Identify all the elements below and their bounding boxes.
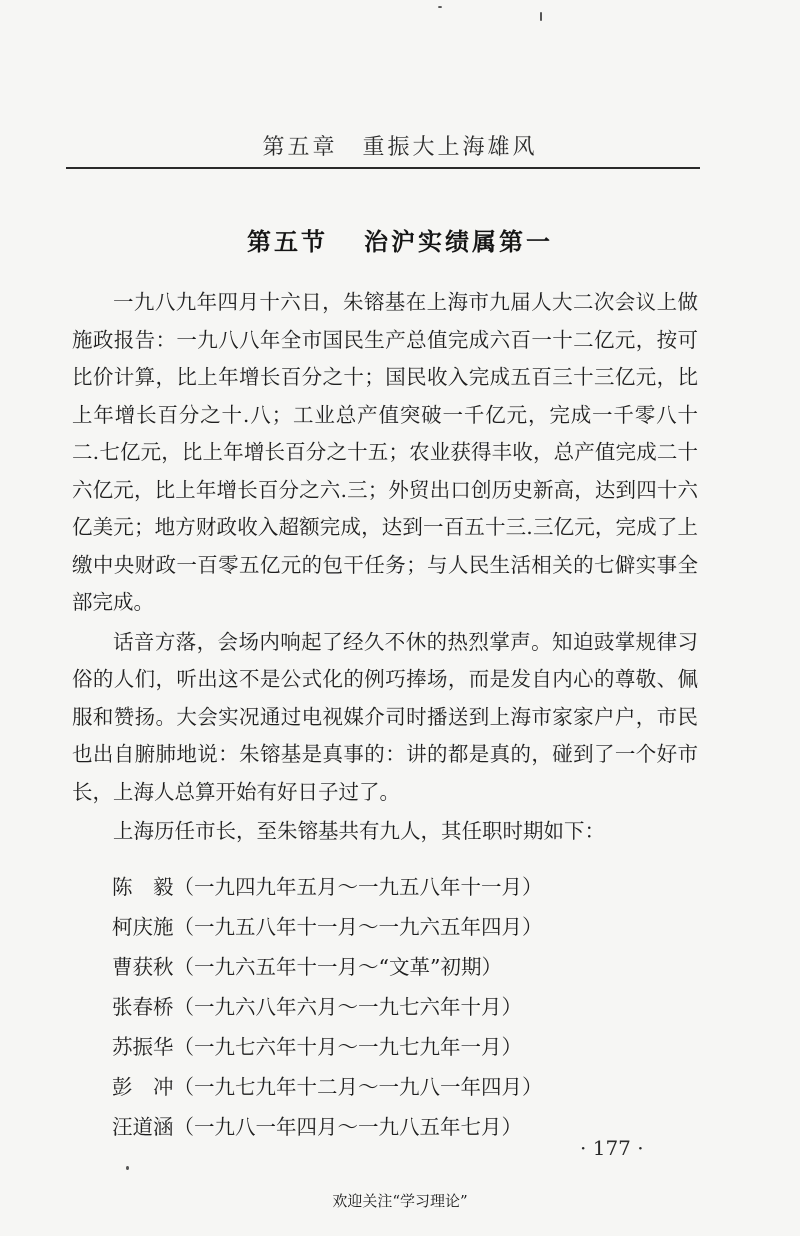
- mayor-term: （一九六八年六月～一九七六年十月）: [173, 995, 522, 1019]
- mayor-term: （一九七六年十月～一九七九年一月）: [173, 1035, 522, 1059]
- section-heading: 治沪实绩属第一: [364, 228, 553, 256]
- scan-speck: [438, 6, 442, 8]
- mayor-name: 苏振华: [112, 1035, 174, 1059]
- body-text: [72, 284, 698, 851]
- mayor-row: [112, 907, 543, 947]
- section-label: 第五节: [247, 228, 328, 256]
- paragraph: 话音方落，会场内响起了经久不休的热烈掌声。知迫豉掌规律习俗的人们，听出这不是公式化的例巧捧场，而是发自内心的尊敬、佩服和赞扬。大会实况通过电视媒介司时播送到上海市家家户户，市民也出自腑肺地说：朱镕基是真事的：讲的都是真的，碰到了一个好市长，上海人总算开始有好日子过了。: [72, 629, 698, 804]
- mayor-term: （一九四九年五月～一九五八年十一月）: [173, 875, 543, 899]
- mayor-row: [112, 947, 543, 987]
- mayor-row: [112, 1027, 543, 1067]
- mayor-name: 柯庆施: [112, 915, 174, 939]
- paragraph: 一九八九年四月十六日，朱镕基在上海市九届人大二次会议上做施政报告：一九八八年全市国民生产总值完成六百一十二亿元，按可比价计算，比上年增长百分之十；国民收入完成五百三十三亿元，比上年增长百分之十.八；工业总产值突破一千亿元，完成一千零八十二.七亿元，比上年增长百分之十五；农业获得丰收，总产值完成二十六亿元，比上年增长百分之六.三；外贸出口创历史新高，达到四十六亿美元；地方财政收入超额完成，达到一百五十三.三亿元，完成了上缴中央财政一百零五亿元的包干任务；与人民生活相关的七僻实事全部完成。: [72, 290, 698, 614]
- section-title: [0, 222, 800, 257]
- mayor-name: 张春桥: [112, 995, 174, 1019]
- mayor-name: 曹获秋: [112, 955, 174, 979]
- header-rule: [66, 167, 700, 169]
- mayor-row: [112, 1067, 543, 1107]
- mayor-term: （一九七九年十二月～一九八一年四月）: [173, 1075, 543, 1099]
- footer-note: 欢迎关注“学习理论”: [332, 1192, 468, 1210]
- mayor-term: （一九六五年十一月～“文革”初期）: [173, 955, 502, 979]
- mayor-term: （一九五八年十一月～一九六五年四月）: [173, 915, 543, 939]
- mayor-row: [112, 867, 543, 907]
- scan-speck: [126, 1166, 129, 1170]
- mayor-list: [112, 867, 543, 1147]
- mayor-name: 彭 冲: [112, 1075, 174, 1099]
- page-number: · 177 ·: [580, 1136, 644, 1160]
- mayor-term: （一九八一年四月～一九八五年七月）: [173, 1115, 522, 1139]
- paragraph: 上海历任市长，至朱镕基共有九人，其任职时期如下：: [113, 819, 605, 843]
- mayor-name: 陈 毅: [112, 875, 174, 899]
- mayor-row: [112, 987, 543, 1027]
- scan-speck: [540, 12, 542, 21]
- running-header: 第五章 重振大上海雄风: [262, 135, 538, 160]
- mayor-name: 汪道涵: [112, 1115, 174, 1139]
- mayor-row: [112, 1107, 543, 1147]
